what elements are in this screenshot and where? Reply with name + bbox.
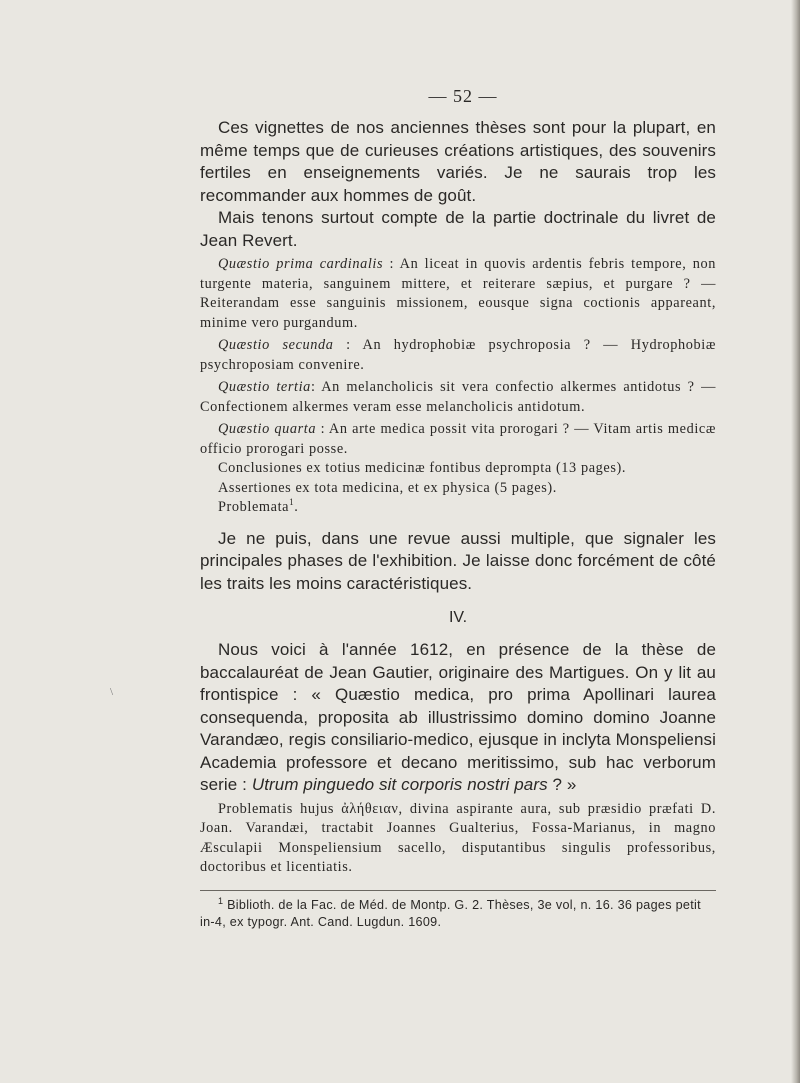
quaestio-secunda-label: Quæstio secunda	[218, 337, 334, 353]
footnote-text: Biblioth. de la Fac. de Méd. de Montp. G. 2. Thèses, 3e vol, n. 16. 36 pages petit in-4, ex typogr. Ant. Cand. Lugdun. 1609.	[200, 897, 701, 929]
paragraph-gautier-italic: Utrum pinguedo sit corporis nostri pars	[251, 775, 548, 794]
footnote-marker: 1	[218, 895, 224, 906]
assertiones-line: Assertiones ex tota medicina, et ex physica (5 pages).	[218, 479, 557, 496]
paragraph-problematis: Problematis hujus ἀλήθειαν, divina aspirante aura, sub præsidio præfati D. Joan. Varandæi, tractabit Joannes Gualterius, Fossa-Marianus, in magno Æsculapii Monspeliensium sacello, disputantibus singulis professoribus, doctoribus et licentiatis.	[200, 800, 716, 875]
footnote-ref: 1	[289, 497, 295, 508]
paragraph-revue: Je ne puis, dans une revue aussi multiple, que signaler les principales phases de l'exhibition. Je laisse donc forcément de côté les traits les moins caractéristiques.	[200, 528, 716, 593]
quaestio-tertia-text: : An melancholicis sit vera confectio alkermes antidotus ? — Confectionem alkermes veram esse melancholicis antidotum.	[200, 379, 716, 415]
margin-mark: \	[110, 686, 114, 698]
text-block	[200, 86, 716, 931]
quaestio-tertia	[200, 378, 716, 417]
paragraph-gautier	[200, 639, 716, 797]
quaestio-quarta	[200, 420, 716, 459]
quaestio-prima-text: : An liceat in quovis ardentis febris tempore, non turgente materia, sanguinem mittere, et reiterare sæpius, et purgare ? — Reiterandam esse sanguinis missionem, eousque signa coctionis appareant, minime vero purgandum.	[200, 256, 716, 331]
quaestio-quarta-label: Quæstio quarta	[218, 421, 317, 437]
paragraph-gautier-end: ? »	[547, 775, 577, 794]
section-heading: IV.	[448, 609, 468, 626]
quaestio-tertia-label: Quæstio tertia	[218, 379, 311, 395]
page-edge-shadow	[791, 0, 800, 1083]
quaestio-secunda	[200, 336, 716, 375]
footnote	[200, 897, 716, 931]
quaestio-prima	[200, 255, 716, 333]
quaestio-prima-label: Quæstio prima cardinalis	[218, 256, 384, 272]
paragraph-doctrinale: Mais tenons surtout compte de la partie doctrinale du livret de Jean Revert.	[200, 208, 716, 250]
paragraph-gautier-text: Nous voici à l'année 1612, en présence de la thèse de baccalauréat de Jean Gautier, originaire des Martigues. On y lit au frontispice : « Quæstio medica, pro prima Apollinari laurea consequenda, proposita ab illustrissimo domino domino Joanne Varandæo, regis consiliario-medico, ejusque in inclyta Monspeliensi Academia professore et decano meritissimo, sub hac verborum serie :	[200, 640, 716, 794]
footnote-rule	[200, 890, 716, 891]
quaestio-quarta-text: : An arte medica possit vita prorogari ? — Vitam artis medicæ officio prorogari posse.	[200, 421, 717, 457]
page-number: — 52 —	[428, 86, 498, 106]
problemata-end: .	[294, 499, 299, 515]
problemata-line	[200, 498, 716, 518]
conclusiones-line: Conclusiones ex totius medicinæ fontibus deprompta (13 pages).	[218, 460, 627, 476]
problemata-label: Problemata	[218, 499, 290, 515]
quaestio-secunda-text: : An hydrophobiæ psychroposia ? — Hydrophobiæ psychroposiam convenire.	[200, 337, 717, 373]
paragraph-vignettes: Ces vignettes de nos anciennes thèses sont pour la plupart, en même temps que de curieuses créations artistiques, des souvenirs fertiles en enseignements variés. Je ne saurais trop les recommander aux hommes de goût.	[200, 118, 716, 205]
